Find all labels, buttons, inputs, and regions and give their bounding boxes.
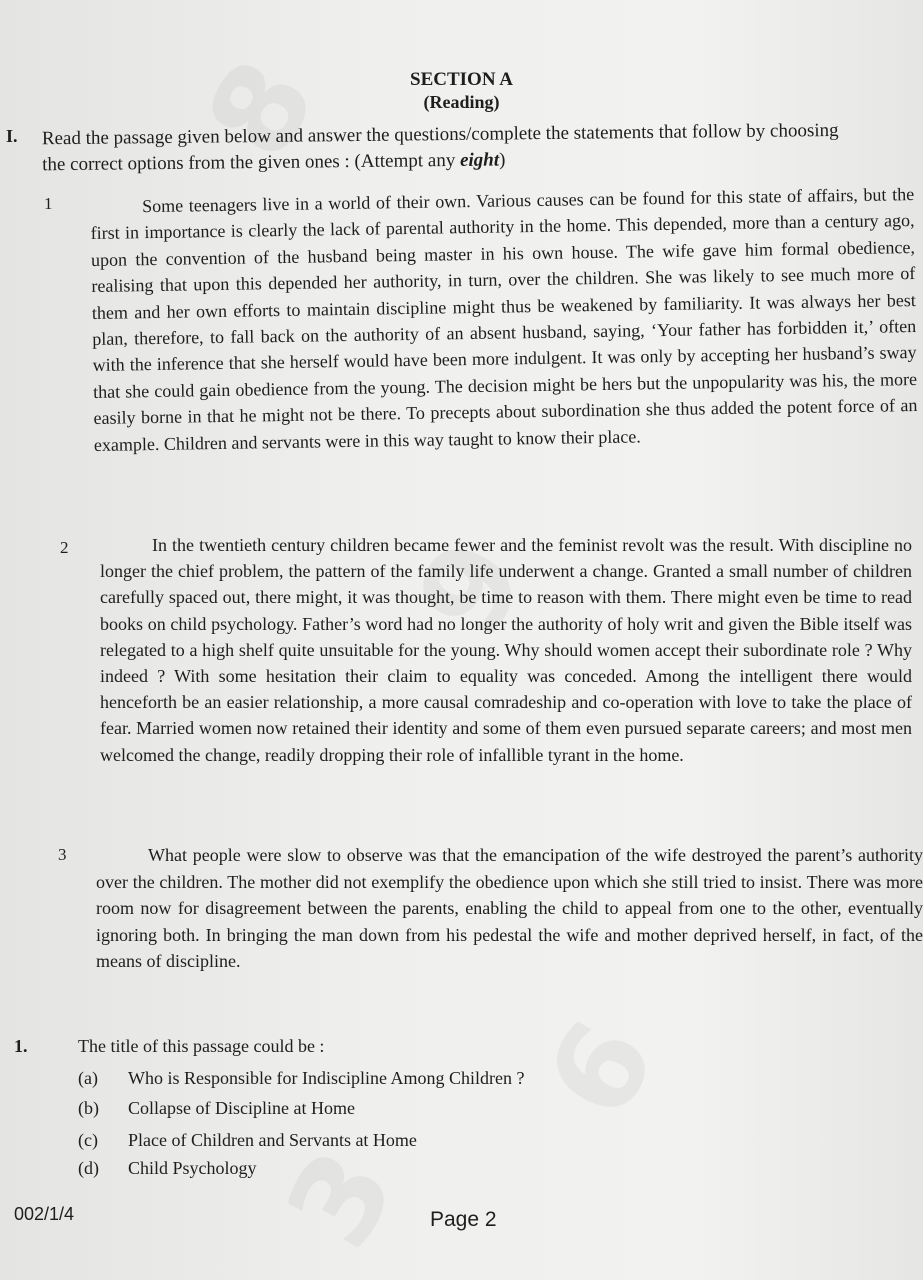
paragraph-number: 3 [58,845,67,864]
option-b[interactable] [78,1098,355,1119]
option-label: (c) [78,1130,98,1150]
instructions [42,118,862,179]
section-subtitle: (Reading) [423,92,500,112]
paper-code: 002/1/4 [14,1204,75,1224]
paragraph-2: In the twentieth century children became fewer and the feminist revolt was the result. With discipline no longer the chief problem, the pattern of the family life underwent a change. Granted a small number of children carefully spaced out, there might, it was thought, be time to reason with them. There might even be time to read books on child psychology. Father’s word had no longer the authority of holy writ and given the Bible itself was relegated to a high shelf quite unsuitable for the young. Why should women accept their subordinate role ? Why indeed ? With some hesitation their claim to equality was conceded. Among the intelligent there would henceforth be an easier relationship, a more causal comradeship and co-operation with love to take the place of fear. Married women now retained their identity and some of them even pursued separate careers; and most men welcomed the change, readily dropping their role of infallible tyrant in the home. [100,535,912,765]
paragraph-number: 2 [60,538,69,557]
option-text: Who is Responsible for Indiscipline Among Children ? [128,1068,525,1088]
instructions-emphasis: eight [459,149,500,171]
option-label: (a) [78,1068,98,1088]
watermark [521,999,683,1141]
option-d[interactable] [78,1158,257,1179]
instructions-close: ) [498,149,506,171]
question-prompt: The title of this passage could be : [78,1036,325,1056]
option-label: (b) [78,1098,99,1118]
page-number: Page 2 [430,1208,497,1231]
section-title: SECTION A [410,69,513,90]
option-c[interactable] [78,1130,417,1151]
paragraph-number: 1 [44,194,53,213]
paragraph-1: Some teenagers live in a world of their own. Various causes can be found for this state of affairs, but the first in importance is clearly the lack of parental authority in the home. This depended, more than a century ago, upon the convention of the husband being master in his own house. The wife gave him formal obedience, realising that upon this depended her authority, in turn, over the children. She was likely to see much more of them and her own efforts to maintain discipline might thus be weakened by familiarity. It was always her best plan, therefore, to fall back on the authority of an absent husband, saying, ‘Your father has forbidden it,’ often with the inference that she herself would have been more indulgent. It was only by accepting her husband’s sway that she could gain obedience from the young. The decision might be hers but the unpopularity was his, the more easily borne in that he might not be there. To precepts about subordination she thus added the potent force of an example. Children and servants were in this way taught to know their place. [90,184,918,455]
option-a[interactable] [78,1068,524,1089]
instructions-text: Read the passage given below and answer the questions/complete the statements that follow by choosing the correct options from the given ones : (Attempt any [41,119,839,176]
question-number: 1. [14,1036,28,1056]
option-text: Child Psychology [128,1158,257,1178]
option-text: Collapse of Discipline at Home [128,1098,355,1118]
question-block-number: I. [6,126,18,146]
option-text: Place of Children and Servants at Home [128,1130,417,1150]
option-label: (d) [78,1158,99,1178]
paragraph-3: What people were slow to observe was that the emancipation of the wife destroyed the parent’s authority over the children. The mother did not exemplify the obedience upon which she still tried to insist. There was more room now for disagreement between the parents, enabling the child to appeal from one to the other, eventually ignoring both. In bringing the man down from his pedestal the wife and mother deprived herself, in fact, of the means of discipline. [96,845,923,972]
